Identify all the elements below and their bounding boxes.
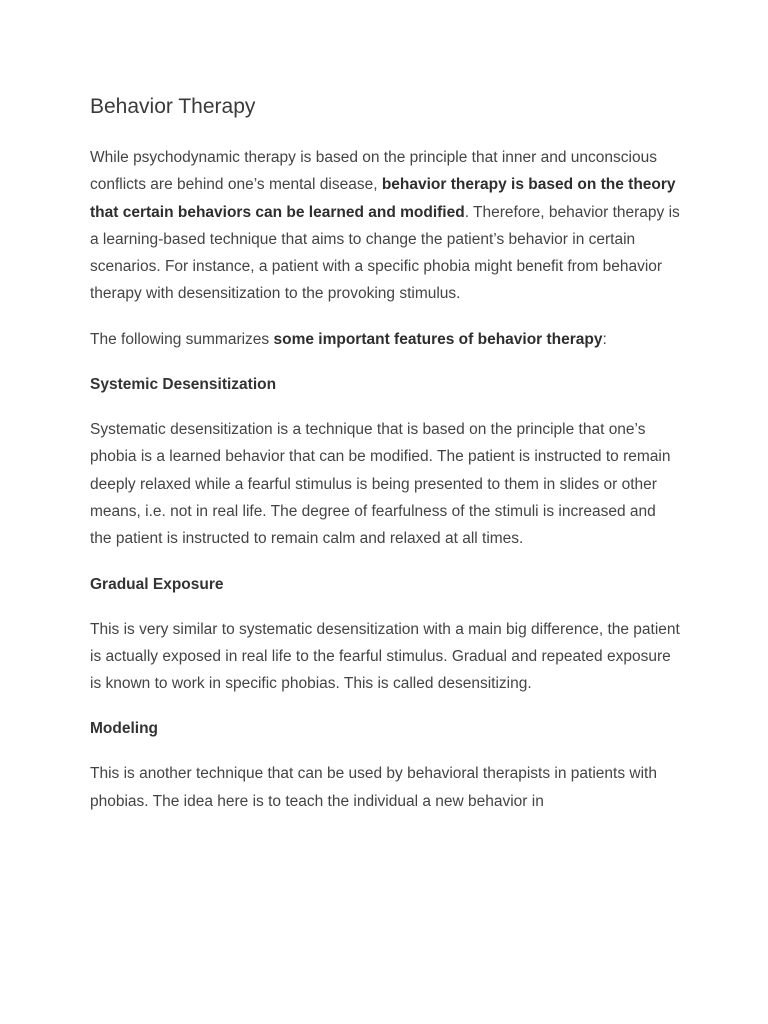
summary-text-start: The following summarizes — [90, 330, 274, 348]
document-page — [90, 92, 680, 833]
section-body-gradual-exposure: This is very similar to systematic desensitization with a main big difference, the patient is actually exposed in real life to the fearful stimulus. Gradual and repeated exposure is known to work in specific phobias. This is called desensitizing. — [90, 620, 680, 693]
section-body-systemic-desensitization: Systematic desensitization is a technique that is based on the principle that one’s phobia is a learned behavior that can be modified. The patient is instructed to remain deeply relaxed while a fearful stimulus is being presented to them in slides or other means, i.e. not in real life. The degree of fearfulness of the stimuli is increased and the patient is instructed to remain calm and relaxed at all times. — [90, 421, 671, 548]
section-heading-gradual-exposure: Gradual Exposure — [90, 575, 224, 593]
intro-paragraph — [90, 144, 680, 308]
section-heading-modeling: Modeling — [90, 720, 159, 738]
intro-text-start: While psychodynamic therapy is based on the principle that inner and unconscious conflicts are behind one’s mental disease, — [90, 149, 657, 194]
section-heading-systemic-desensitization: Systemic Desensitization — [90, 376, 277, 394]
intro-text-end: . Therefore, behavior therapy is a learning-based technique that aims to change the patient’s behavior in certain scenarios. For instance, a patient with a specific phobia might benefit from behavior therapy with desensitization to the provoking stimulus. — [90, 203, 680, 303]
document-title: Behavior Therapy — [90, 95, 256, 118]
summary-emphasis: some important features of behavior therapy — [273, 330, 603, 348]
summary-paragraph — [90, 326, 680, 353]
intro-emphasis: behavior therapy is based on the theory that certain behaviors can be learned and modified — [90, 176, 676, 221]
section-body-modeling: This is another technique that can be used by behavioral therapists in patients with phobias. The idea here is to teach the individual a new behavior in — [90, 765, 657, 810]
summary-text-end: : — [602, 330, 607, 348]
